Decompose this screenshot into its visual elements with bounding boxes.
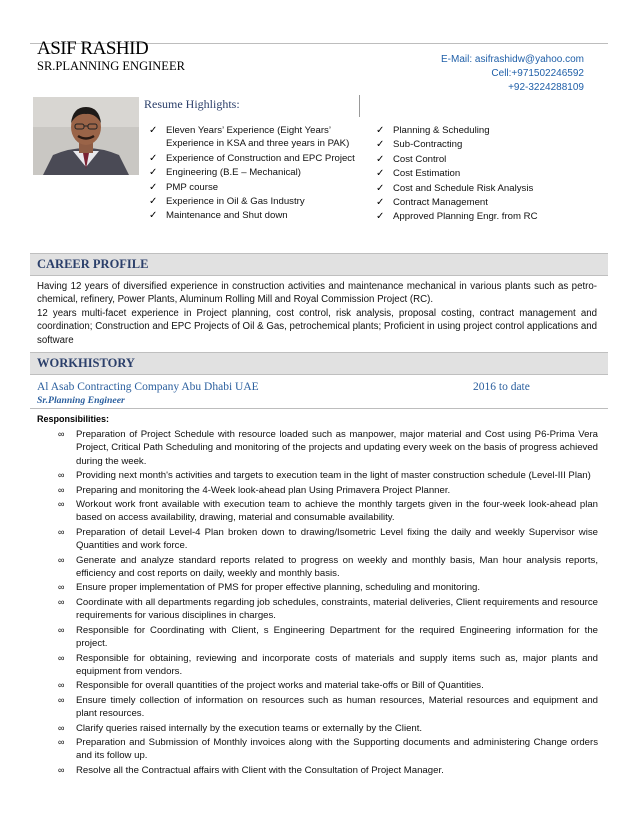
checkmark-icon: ✓ [149,167,158,179]
checkmark-icon: ✓ [376,211,385,223]
highlights-title: Resume Highlights: [144,97,240,111]
profile-photo [33,97,139,175]
bullet-icon: ∞ [58,764,65,775]
phone2-line: +92-3224288109 [508,82,584,93]
list-item: ✓ Experience of Construction and EPC Project [149,152,355,164]
person-portrait-icon [33,97,139,175]
career-paragraph-2: 12 years multi-facet experience in Project planning, cost control, risk analysis, proposal costing, contract management and coordination; Construction and EPC Projects of Oil & Gas, petrochemical plants; Proficient in using project control applications and software [37,308,597,346]
bullet-icon: ∞ [58,652,65,663]
list-item: ∞ Preparing and monitoring the 4-Week look-ahead plan Using Primavera Project Planner. [58,484,451,496]
bullet-icon: ∞ [58,470,65,481]
checkmark-icon: ✓ [149,125,158,136]
list-item: ✓ Engineering (B.E – Mechanical) [149,167,301,179]
responsibilities-label: Responsibilities: [37,414,110,424]
list-item: ✓ Approved Planning Engr. from RC [376,211,538,223]
list-item: ∞ Resolve all the Contractual affairs with Client with the Consultation of Project Manager. [58,764,444,776]
checkmark-icon: ✓ [376,168,385,180]
checkmark-icon: ✓ [149,210,158,222]
career-paragraph-1: Having 12 years of diversified experience in construction activities and maintenance mechanical in various plants such as petro-chemical, refinery, Power Plants, Aluminum Rolling Mill and Royal Commission Project (RC). [37,281,597,306]
list-item: ✓ Eleven Years’ Experience (Eight Years’ Experience in KSA and three years in PAK) [149,125,350,150]
list-item: ∞ Responsible for overall quantities of the project works and material take-offs or Bill of Quantities. [58,680,484,692]
section-heading: CAREER PROFILE [37,257,149,271]
checkmark-icon: ✓ [376,197,385,209]
list-item: ✓ PMP course [149,181,219,193]
list-item: ∞ Preparation of detail Level-4 Plan broken down to drawing/Isometric Level fixing the daily and weekly Supervisor wise Quantities and work force. [58,526,598,552]
bullet-icon: ∞ [58,429,65,439]
bullet-icon: ∞ [58,680,65,691]
bullet-icon: ∞ [58,694,65,705]
list-item: ✓ Planning & Scheduling [376,125,490,136]
candidate-name: ASIF RASHID [37,38,149,59]
bullet-icon: ∞ [58,722,65,733]
bullet-icon: ∞ [58,484,65,495]
checkmark-icon: ✓ [376,182,385,194]
list-item: ∞ Coordinate with all departments regarding job schedules, constraints, material deliveries, Client requirements and resource requirements for various disciplines in charges. [58,596,598,622]
company-name: Al Asab Contracting Company Abu Dhabi UAE [37,381,259,393]
employment-date: 2016 to date [473,381,530,393]
bullet-icon: ∞ [58,624,65,635]
list-item: ✓ Cost and Schedule Risk Analysis [376,182,534,194]
responsibilities-list [58,428,598,778]
contact-block [441,53,584,95]
bullet-icon: ∞ [58,736,65,747]
list-item: ✓ Maintenance and Shut down [149,210,288,222]
work-history-header [30,352,608,375]
bullet-icon: ∞ [58,554,65,565]
list-item: ∞ Preparation of Project Schedule with resource loaded such as manpower, major material and Cost using P6-Prima Vera Project, Critical Path Scheduling and monitoring of the projects and updating every week on the basis of progress achieved during the week. [58,429,598,467]
work-divider [30,408,608,409]
list-item: ∞ Providing next month's activities and targets to execution team in the light of master construction schedule (Level-III Plan) [58,470,591,482]
checkmark-icon: ✓ [149,196,158,208]
bullet-icon: ∞ [58,596,65,607]
list-item: ✓ Cost Control [376,153,447,165]
list-item: ✓ Sub-Contracting [376,139,463,151]
checkmark-icon: ✓ [376,125,385,136]
list-item: ∞ Generate and analyze standard reports related to progress on weekly and monthly basis, Man hour analysis reports, efficiency and cost reports on daily, weekly and monthly basis. [58,554,598,580]
candidate-title: SR.PLANNING ENGINEER [37,59,185,73]
list-item: ∞ Workout work front available with execution team to achieve the monthly targets given in the four-week look-ahead plan based on access availability, drawing, material and consumable availability. [58,499,598,524]
checkmark-icon: ✓ [149,152,158,164]
bullet-icon: ∞ [58,582,65,593]
job-role: Sr.Planning Engineer [37,395,125,406]
highlights-left-list [146,124,358,224]
list-item: ∞ Clarify queries raised internally by the execution teams or externally by the Client. [58,722,423,734]
list-item: ∞ Responsible for Coordinating with Client, s Engineering Department for the required Engineering information for the project. [58,624,598,650]
list-item: ∞ Preparation and Submission of Monthly invoices along with the Supporting documents and administering Change orders and its follow up. [58,736,598,762]
highlights-divider [359,95,360,117]
checkmark-icon: ✓ [376,139,385,151]
list-item: ✓ Experience in Oil & Gas Industry [149,196,305,208]
checkmark-icon: ✓ [149,181,158,193]
list-item: ✓ Cost Estimation [376,168,461,180]
highlights-right-list [373,124,598,225]
checkmark-icon: ✓ [376,153,385,165]
bullet-icon: ∞ [58,499,65,510]
list-item: ∞ Responsible for obtaining, reviewing and incorporate costs of materials and supply items such as, major plants and equipment from vendors. [58,652,598,677]
list-item: ∞ Ensure proper implementation of PMS for proper effective planning, scheduling and monitoring. [58,582,481,594]
cell-line: Cell:+971502246592 [491,68,584,79]
career-profile-header [30,253,608,276]
list-item: ✓ Contract Management [376,197,488,209]
bullet-icon: ∞ [58,526,65,537]
section-heading: WORKHISTORY [37,356,135,370]
email-line[interactable]: E-Mail: asifrashidw@yahoo.com [441,54,584,65]
list-item: ∞ Ensure timely collection of information on resources such as human resources, Material resources and equipment and plant resources. [58,694,598,720]
